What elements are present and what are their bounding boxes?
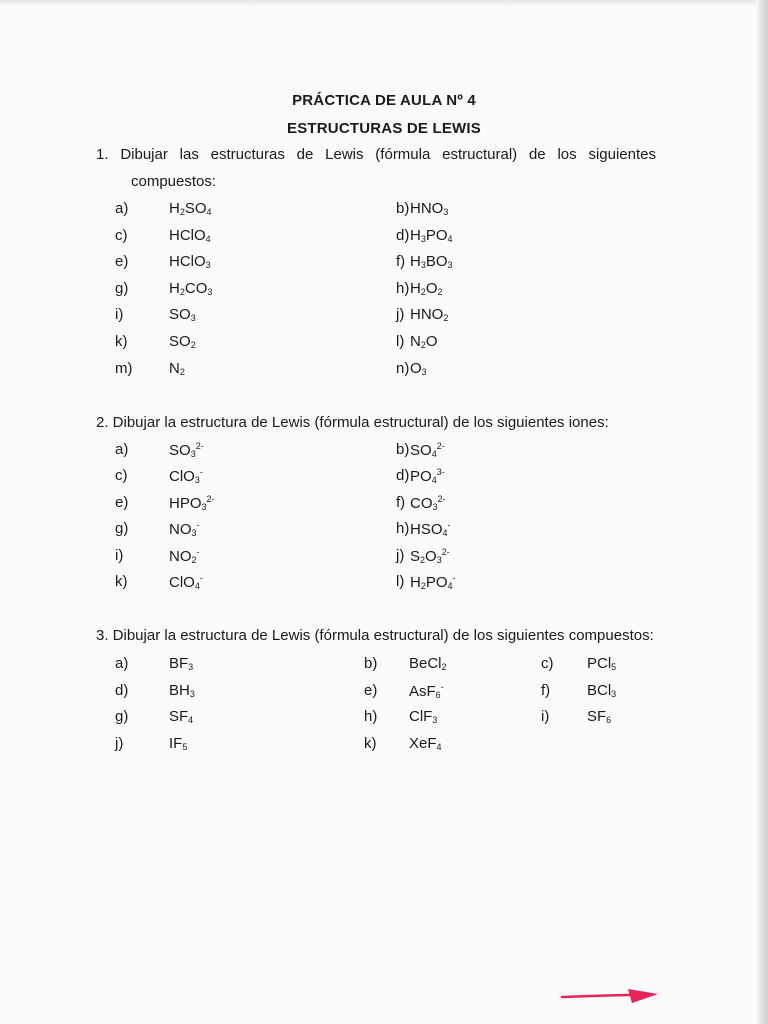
chemical-formula: PCl$_5$ [587, 655, 617, 672]
chemical-formula: ClF$_3$ [409, 708, 438, 726]
chemical-formula: BeCl$_2$ [409, 655, 447, 672]
item-label: b) [396, 200, 410, 217]
chemical-formula: $H_2SO_4$ [169, 200, 212, 217]
item-label: b) [396, 441, 410, 458]
chemical-formula: $SF_4$ [169, 708, 194, 726]
red-arrow-pen-mark [560, 986, 660, 1006]
chemical-formula: $IF_5$ [169, 734, 188, 752]
chemical-formula: $O_3$ [410, 359, 427, 377]
item-label: g) [115, 708, 129, 726]
item-label: h) [396, 279, 410, 297]
item-label: g) [115, 279, 129, 297]
chemical-formula: $N_2O$ [410, 333, 438, 350]
chemical-formula: $NO_3^-$ [169, 520, 200, 539]
question-2-text: 2. Dibujar la estructura de Lewis (fórmula estructural) de los siguientes iones: [96, 414, 609, 431]
item-label: a) [115, 200, 129, 217]
item-label: j) [115, 734, 124, 752]
item-label: c) [541, 655, 554, 672]
chemical-formula: $H_3BO_3$ [410, 253, 453, 271]
chemical-formula: AsF$_6$- [409, 681, 444, 700]
question-3-text: 3. Dibujar la estructura de Lewis (fórmula estructural) de los siguientes compuestos: [96, 627, 654, 644]
item-label: h) [396, 520, 410, 538]
chemical-formula: $BF_3$ [169, 655, 194, 672]
item-label: k) [115, 573, 128, 590]
question-1-text: 1. Dibujar las estructuras de Lewis (fórmula estructural) de los siguientes [96, 146, 656, 163]
chemical-formula: $HNO_3$ [410, 200, 449, 217]
item-label: l) [396, 573, 405, 590]
chemical-formula: $H_2CO_3$ [169, 279, 213, 297]
item-label: f) [396, 253, 406, 271]
item-label: a) [115, 441, 129, 458]
chemical-formula: $HNO_2$ [410, 306, 449, 324]
item-label: d) [396, 226, 410, 244]
item-label: g) [115, 520, 129, 538]
chemical-formula: $BH_3$ [169, 681, 195, 699]
item-label: k) [364, 734, 377, 752]
item-label: j) [396, 306, 405, 324]
item-label: c) [115, 467, 128, 485]
chemical-formula: $CO_3^{2-}$ [410, 493, 446, 512]
chemical-formula: $H_2PO_4^-$ [410, 573, 456, 591]
item-label: f) [396, 493, 406, 511]
item-label: l) [396, 333, 405, 350]
item-label: a) [115, 655, 129, 672]
chemical-formula: $SO_3^{2-}$ [169, 441, 204, 459]
chemical-formula: ClO$_4$- [169, 573, 203, 591]
item-label: d) [115, 681, 129, 699]
item-label: j) [396, 546, 405, 564]
chemical-formula: XeF$_4$ [409, 734, 442, 752]
chemical-formula: HClO$_3$ [169, 253, 211, 271]
chemical-formula: $NO_2^-$ [169, 546, 200, 565]
item-label: i) [115, 306, 124, 324]
chemical-formula: ClO$_3$- [169, 467, 203, 486]
page-title: PRÁCTICA DE AULA Nº 4 [292, 92, 476, 109]
item-label: i) [115, 546, 124, 564]
chemical-formula: $H_2O_2$ [410, 279, 443, 297]
chemical-formula: BCl$_3$ [587, 681, 617, 699]
chemical-formula: $H_3PO_4$ [410, 226, 453, 244]
chemical-formula: $SO_3$ [169, 306, 196, 324]
item-label: b) [364, 655, 378, 672]
page-top-edge [0, 0, 768, 6]
page-subtitle: ESTRUCTURAS DE LEWIS [286, 120, 481, 137]
page-right-edge [756, 0, 768, 1024]
item-label: e) [115, 253, 129, 271]
chemical-formula: $SO_4^{2-}$ [410, 441, 445, 459]
item-label: n) [396, 359, 410, 377]
chemical-formula: $PO_4^{3-}$ [410, 467, 445, 486]
chemical-formula: HClO$_4$ [169, 226, 211, 244]
item-label: h) [364, 708, 378, 726]
item-label: d) [396, 467, 410, 485]
item-label: k) [115, 333, 128, 350]
chemical-formula: $N_2$ [169, 359, 185, 377]
chemical-formula: $HPO_3^{2-}$ [169, 493, 215, 512]
item-label: m) [115, 359, 133, 377]
item-label: e) [115, 493, 129, 511]
question-1-text-continued: compuestos: [131, 173, 217, 190]
item-label: c) [115, 226, 128, 244]
chemical-formula: $S_2O_3^{2-}$ [410, 546, 450, 565]
item-label: e) [364, 681, 378, 699]
chemical-formula: $HSO_4^-$ [410, 520, 451, 539]
item-label: f) [541, 681, 551, 699]
chemical-formula: $SF_6$ [587, 708, 612, 726]
item-label: i) [541, 708, 550, 726]
chemical-formula: $SO_2$ [169, 333, 196, 350]
